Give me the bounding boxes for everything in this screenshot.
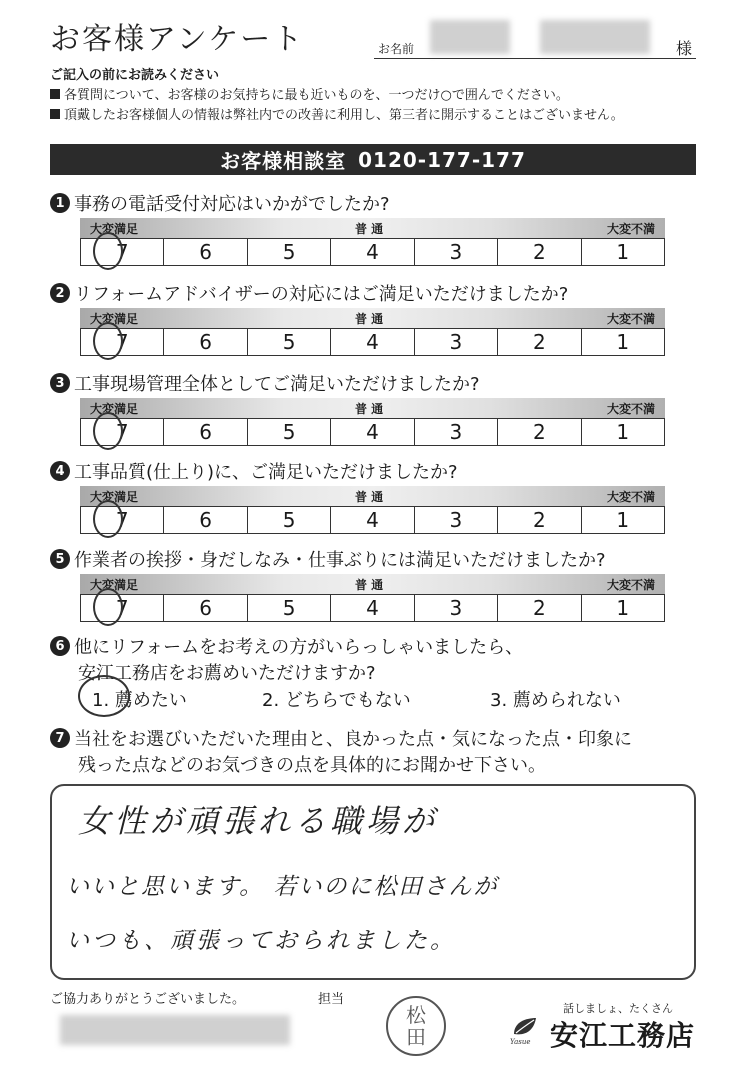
scale-cells <box>80 506 665 534</box>
question-text: 残った点などのお気づきの点を具体的にお聞かせ下さい。 <box>78 755 546 776</box>
name-stamp <box>386 996 446 1056</box>
rating-scale <box>80 486 665 534</box>
rating-value: 1 <box>616 420 630 444</box>
scale-label-mid: 普 通 <box>355 402 384 416</box>
hotline-label: お客様相談室 <box>220 149 347 173</box>
question-number: 4 <box>50 461 70 481</box>
rating-value: 1 <box>616 240 630 264</box>
redacted-name <box>430 20 510 54</box>
rating-value: 2 <box>532 240 546 264</box>
option-2[interactable] <box>262 686 411 712</box>
selection-circle <box>93 412 123 450</box>
rating-cell[interactable] <box>164 239 247 265</box>
scale-label-mid: 普 通 <box>355 490 384 504</box>
question-7 <box>50 725 632 751</box>
rating-value: 2 <box>532 596 546 620</box>
hotline-banner <box>50 144 696 175</box>
rating-value: 5 <box>282 596 296 620</box>
question-7-line2 <box>78 751 546 777</box>
rating-cell[interactable] <box>331 507 414 533</box>
rating-value: 4 <box>366 508 379 532</box>
rating-cell[interactable] <box>582 595 664 621</box>
note-1 <box>50 84 569 103</box>
rating-cell[interactable] <box>248 507 331 533</box>
rating-scale <box>80 308 665 356</box>
rating-cell[interactable] <box>415 507 498 533</box>
rating-value: 4 <box>366 596 379 620</box>
rating-cell[interactable] <box>331 595 414 621</box>
scale-label-high: 大変満足 <box>90 312 139 326</box>
handwritten-line: 女性が頑張れる職場が <box>78 802 439 840</box>
note-2 <box>50 104 624 123</box>
question-number: 5 <box>50 549 70 569</box>
rating-scale <box>80 218 665 266</box>
handwritten-line: いいと思います。 若いのに松田さんが <box>66 874 499 900</box>
rating-value: 1 <box>616 596 630 620</box>
company-slogan: 話しましょ、たくさん <box>563 1002 673 1015</box>
selection-circle <box>93 322 123 360</box>
selection-circle <box>93 588 123 626</box>
scale-cells <box>80 594 665 622</box>
rating-cell[interactable] <box>498 595 581 621</box>
rating-cell[interactable] <box>415 239 498 265</box>
rating-cell[interactable] <box>498 507 581 533</box>
redacted-name <box>540 20 650 54</box>
stamp-char: 田 <box>406 1025 426 1049</box>
rating-cell[interactable] <box>164 507 247 533</box>
scale-label-low: 大変不満 <box>606 578 655 592</box>
rating-value: 6 <box>199 508 212 532</box>
rating-cell[interactable] <box>498 239 581 265</box>
rating-value: 1 <box>616 330 630 354</box>
rating-cell[interactable] <box>415 329 498 355</box>
rating-value: 6 <box>199 240 212 264</box>
scale-label-low: 大変不満 <box>606 312 655 326</box>
scale-label-high: 大変満足 <box>90 222 139 236</box>
company-name: 安江工務店 <box>550 1019 696 1052</box>
rating-cell[interactable] <box>498 419 581 445</box>
square-bullet-icon <box>50 109 60 119</box>
scale-label-mid: 普 通 <box>355 222 384 236</box>
rating-value: 4 <box>366 330 379 354</box>
rating-cell[interactable] <box>164 329 247 355</box>
question-5 <box>50 546 606 572</box>
rating-scale <box>80 574 665 622</box>
selection-circle <box>78 675 130 717</box>
question-number: 7 <box>50 728 70 748</box>
rating-scale <box>80 398 665 446</box>
company-logo-icon <box>508 1012 542 1046</box>
rating-value: 7 <box>115 420 129 444</box>
rating-value: 6 <box>199 330 212 354</box>
rating-value: 4 <box>366 240 379 264</box>
option-label: 2. どちらでもない <box>262 690 411 711</box>
question-text: 安江工務店をお薦めいただけますか? <box>78 663 376 684</box>
scale-label-high: 大変満足 <box>90 402 139 416</box>
name-underline <box>374 58 696 59</box>
question-text: 事務の電話受付対応はいかがでしたか? <box>74 194 390 215</box>
question-2 <box>50 280 568 306</box>
rating-cell[interactable] <box>498 329 581 355</box>
note-text: 頂戴したお客様個人の情報は弊社内での改善に利用し、第三者に開示することはございません。 <box>64 108 624 123</box>
thanks-text: ご協力ありがとうございました。 <box>50 992 246 1007</box>
option-label: 1. 薦めたい <box>92 690 187 711</box>
rating-value: 7 <box>115 330 129 354</box>
rating-cell[interactable] <box>164 419 247 445</box>
rating-value: 3 <box>449 508 463 532</box>
square-bullet-icon <box>50 89 60 99</box>
rating-value: 5 <box>282 330 296 354</box>
option-3[interactable] <box>490 686 621 712</box>
rating-cell[interactable] <box>415 419 498 445</box>
question-text: 他にリフォームをお考えの方がいらっしゃいましたら、 <box>74 637 524 658</box>
read-first-heading: ご記入の前にお読みください <box>50 68 220 83</box>
rating-value: 3 <box>449 596 463 620</box>
rating-value: 7 <box>115 596 129 620</box>
staff-label: 担当 <box>318 992 345 1007</box>
question-number: 1 <box>50 193 70 213</box>
question-text: 作業者の挨拶・身だしなみ・仕事ぶりには満足いただけましたか? <box>74 550 606 571</box>
scale-label-high: 大変満足 <box>90 490 139 504</box>
rating-cell[interactable] <box>415 595 498 621</box>
scale-label-low: 大変不満 <box>606 490 655 504</box>
rating-value: 2 <box>532 508 546 532</box>
honorific: 様 <box>676 39 693 58</box>
question-text: 当社をお選びいただいた理由と、良かった点・気になった点・印象に <box>74 729 632 750</box>
rating-value: 2 <box>532 420 546 444</box>
rating-value: 5 <box>282 240 296 264</box>
rating-value: 7 <box>115 508 129 532</box>
rating-value: 7 <box>115 240 129 264</box>
hotline-number: 0120-177-177 <box>358 147 526 172</box>
rating-cell[interactable] <box>582 329 664 355</box>
question-text: リフォームアドバイザーの対応にはご満足いただけましたか? <box>74 284 569 305</box>
selection-circle <box>93 232 123 270</box>
rating-value: 3 <box>449 420 463 444</box>
rating-cell[interactable] <box>248 595 331 621</box>
handwritten-line: いつも、頑張っておられました。 <box>66 928 456 954</box>
question-3 <box>50 370 480 396</box>
rating-cell[interactable] <box>582 507 664 533</box>
rating-value: 6 <box>199 420 212 444</box>
question-6 <box>50 633 523 659</box>
logo-word: Yasue <box>510 1038 531 1046</box>
rating-cell[interactable] <box>331 329 414 355</box>
rating-value: 6 <box>199 596 212 620</box>
scale-label-mid: 普 通 <box>355 578 384 592</box>
rating-cell[interactable] <box>582 419 664 445</box>
question-text: 工事現場管理全体としてご満足いただけましたか? <box>74 374 480 395</box>
rating-value: 5 <box>282 508 296 532</box>
stamp-char: 松 <box>406 1003 426 1027</box>
rating-cell[interactable] <box>582 239 664 265</box>
scale-cells <box>80 418 665 446</box>
rating-value: 3 <box>449 330 463 354</box>
question-text: 工事品質(仕上り)に、ご満足いただけましたか? <box>74 462 458 483</box>
rating-cell[interactable] <box>164 595 247 621</box>
rating-value: 5 <box>282 420 296 444</box>
rating-value: 3 <box>449 240 463 264</box>
scale-cells <box>80 328 665 356</box>
rating-cell[interactable] <box>248 239 331 265</box>
rating-value: 1 <box>616 508 630 532</box>
selection-circle <box>93 500 123 538</box>
option-label: 3. 薦められない <box>490 690 621 711</box>
question-number: 6 <box>50 636 70 656</box>
survey-title: お客様アンケート <box>50 22 305 57</box>
rating-cell[interactable] <box>331 239 414 265</box>
scale-cells <box>80 238 665 266</box>
question-number: 2 <box>50 283 70 303</box>
comment-box[interactable] <box>50 784 696 980</box>
name-label: お名前 <box>378 42 415 56</box>
note-text: 各質問について、お客様のお気持ちに最も近いものを、一つだけ○で囲んでください。 <box>64 88 569 103</box>
rating-cell[interactable] <box>248 329 331 355</box>
rating-cell[interactable] <box>331 419 414 445</box>
scale-label-high: 大変満足 <box>90 578 139 592</box>
rating-value: 4 <box>366 420 379 444</box>
redacted-info <box>60 1015 290 1045</box>
scale-label-low: 大変不満 <box>606 222 655 236</box>
question-1 <box>50 190 390 216</box>
question-4 <box>50 458 458 484</box>
scale-label-low: 大変不満 <box>606 402 655 416</box>
question-number: 3 <box>50 373 70 393</box>
scale-label-mid: 普 通 <box>355 312 384 326</box>
rating-value: 2 <box>532 330 546 354</box>
rating-cell[interactable] <box>248 419 331 445</box>
